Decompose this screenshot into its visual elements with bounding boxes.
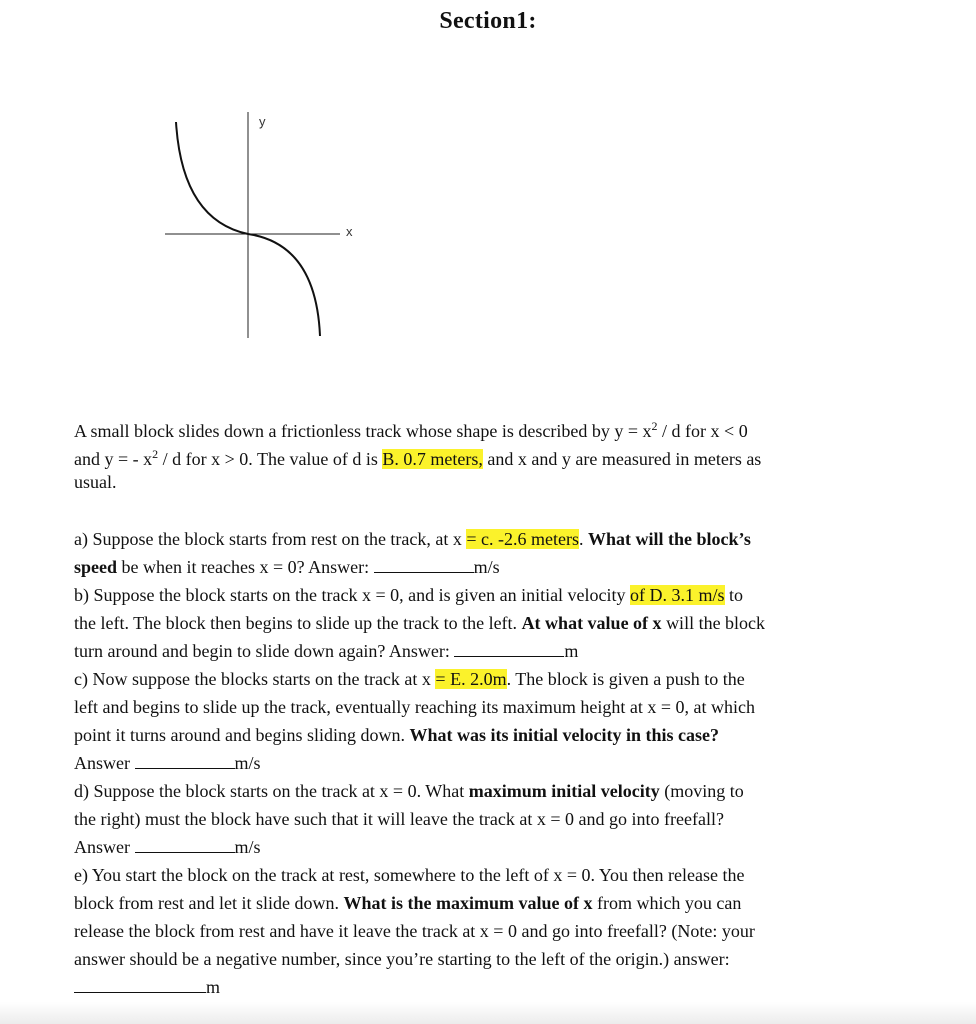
answer-a-blank[interactable] bbox=[374, 554, 474, 573]
questions bbox=[74, 525, 874, 1001]
problem-intro bbox=[74, 412, 874, 496]
answer-c-blank[interactable] bbox=[135, 750, 235, 769]
d-value-highlight: B. 0.7 meters, bbox=[382, 449, 483, 469]
question-b-line-3: turn around and begin to slide down again? Answer: m bbox=[74, 637, 874, 665]
answer-e-blank[interactable] bbox=[74, 974, 206, 993]
question-b-line-2: the left. The block then begins to slide up the track to the left. At what value of x will the block bbox=[74, 613, 766, 633]
question-d-line-1: d) Suppose the block starts on the track at x = 0. What maximum initial velocity (moving to bbox=[74, 781, 744, 801]
question-e-line-5: m bbox=[74, 973, 874, 1001]
x-axis-label: x bbox=[346, 224, 353, 239]
b-velocity-highlight: of D. 3.1 m/s bbox=[630, 585, 725, 605]
answer-b-blank[interactable] bbox=[454, 638, 564, 657]
question-d-line-2: the right) must the block have such that it will leave the track at x = 0 and go into freefall? bbox=[74, 809, 724, 829]
answer-d-blank[interactable] bbox=[135, 834, 235, 853]
question-d-line-3: Answer m/s bbox=[74, 833, 874, 861]
question-c-line-3: point it turns around and begins sliding down. What was its initial velocity in this case? bbox=[74, 725, 719, 745]
question-a-line-1: a) Suppose the block starts from rest on the track, at x = c. -2.6 meters. What will the block’s bbox=[74, 529, 751, 549]
c-start-highlight: = E. 2.0m bbox=[435, 669, 507, 689]
question-e-line-4: answer should be a negative number, since you’re starting to the left of the origin.) answer: bbox=[74, 949, 730, 969]
intro-line-2: and y = - $x^2$ / d for x > 0. The value of d is B. 0.7 meters, and x and y are measured in meters as bbox=[74, 447, 762, 469]
question-c-line-4: Answer m/s bbox=[74, 749, 874, 777]
question-a-line-2: speed be when it reaches x = 0? Answer: m/s bbox=[74, 553, 874, 581]
a-start-highlight: = c. -2.6 meters bbox=[466, 529, 580, 549]
y-axis-label: y bbox=[259, 114, 266, 129]
track-graph-svg bbox=[160, 108, 360, 348]
question-e-line-3: release the block from rest and have it leave the track at x = 0 and go into freefall? (Note: your bbox=[74, 921, 755, 941]
question-c-line-2: left and begins to slide up the track, eventually reaching its maximum height at x = 0, at which bbox=[74, 697, 755, 717]
question-e-line-2: block from rest and let it slide down. What is the maximum value of x from which you can bbox=[74, 893, 742, 913]
question-c-line-1: c) Now suppose the blocks starts on the track at x = E. 2.0m. The block is given a push to the bbox=[74, 669, 745, 689]
question-e-line-1: e) You start the block on the track at rest, somewhere to the left of x = 0. You then release the bbox=[74, 865, 745, 885]
intro-line-1: A small block slides down a frictionless track whose shape is described by $y = x^2 / d$ for x < 0 bbox=[74, 419, 748, 441]
section-title: Section1: bbox=[439, 8, 537, 34]
question-b-line-1: b) Suppose the block starts on the track x = 0, and is given an initial velocity of D. 3.1 m/s to bbox=[74, 585, 744, 605]
page-bottom-edge bbox=[0, 1002, 976, 1024]
track-graph bbox=[160, 108, 360, 348]
intro-line-3: usual. bbox=[74, 472, 117, 492]
